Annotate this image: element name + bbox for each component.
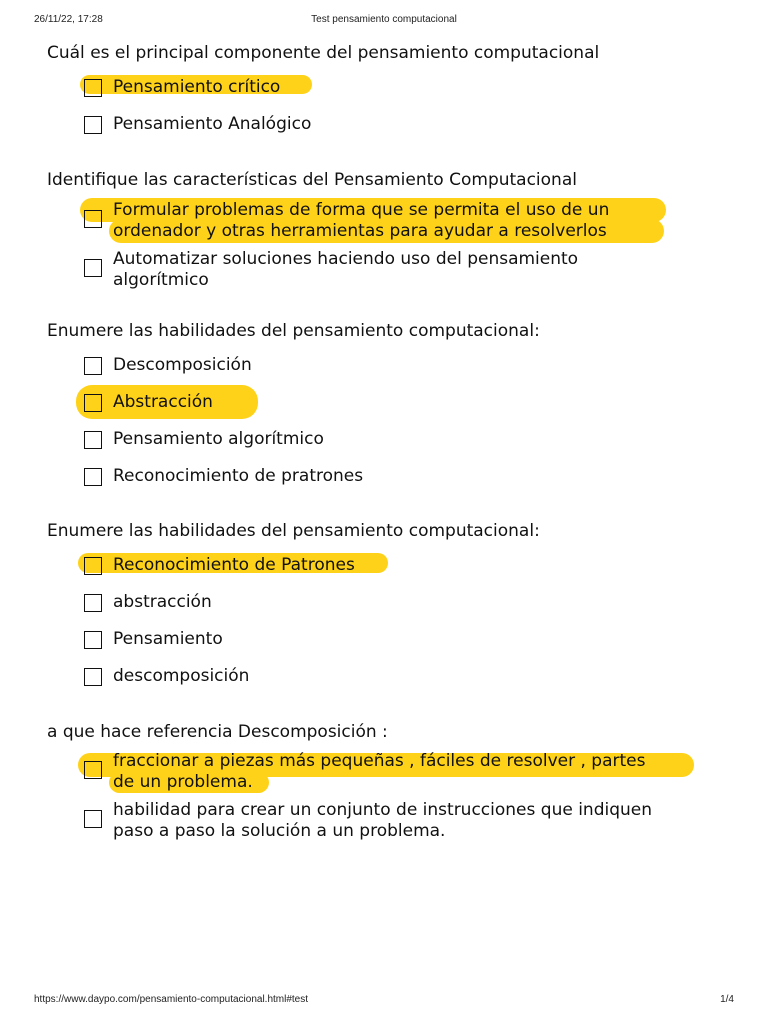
option-text: ordenador y otras herramientas para ayudar a resolverlos (113, 221, 607, 241)
question-3: Enumere las habilidades del pensamiento computacional: (47, 321, 540, 341)
option-text: Formular problemas de forma que se permita el uso de un (113, 200, 610, 220)
option-text: habilidad para crear un conjunto de instrucciones que indiquen (113, 800, 653, 820)
option-text: Reconocimiento de pratrones (113, 466, 364, 486)
checkbox[interactable] (84, 431, 102, 449)
checkbox[interactable] (84, 594, 102, 612)
q3-option-2[interactable] (84, 392, 724, 416)
option-text: fraccionar a piezas más pequeñas , fáciles de resolver , partes (113, 751, 646, 771)
checkbox[interactable] (84, 357, 102, 375)
page-url: https://www.daypo.com/pensamiento-computacional.html#test (34, 994, 309, 1005)
checkbox[interactable] (84, 116, 102, 134)
q2-option-2[interactable] (84, 249, 724, 293)
q4-option-3[interactable] (84, 629, 724, 653)
print-title: Test pensamiento computacional (311, 14, 457, 25)
q4-option-2[interactable] (84, 592, 724, 616)
q5-option-2[interactable] (84, 800, 724, 844)
print-header (0, 14, 768, 34)
option-text: Descomposición (113, 355, 252, 375)
question-5: a que hace referencia Descomposición : (47, 722, 388, 742)
q3-option-1[interactable] (84, 355, 724, 379)
option-text: Pensamiento algorítmico (113, 429, 324, 449)
option-text: de un problema. (113, 772, 253, 792)
q5-option-1[interactable] (84, 751, 724, 795)
option-text: paso a paso la solución a un problema. (113, 821, 446, 841)
checkbox[interactable] (84, 79, 102, 97)
option-text: Reconocimiento de Patrones (113, 555, 355, 575)
option-text: Automatizar soluciones haciendo uso del pensamiento (113, 249, 579, 269)
checkbox[interactable] (84, 468, 102, 486)
page-number: 1/4 (720, 994, 734, 1005)
option-text: Abstracción (113, 392, 213, 412)
option-text: descomposición (113, 666, 250, 686)
checkbox[interactable] (84, 668, 102, 686)
q1-option-1[interactable] (84, 77, 724, 101)
question-1: Cuál es el principal componente del pensamiento computacional (47, 43, 600, 63)
checkbox[interactable] (84, 557, 102, 575)
q4-option-1[interactable] (84, 555, 724, 579)
option-text: Pensamiento Analógico (113, 114, 312, 134)
q3-option-3[interactable] (84, 429, 724, 453)
checkbox[interactable] (84, 631, 102, 649)
option-text: algorítmico (113, 270, 209, 290)
checkbox[interactable] (84, 394, 102, 412)
question-2: Identifique las características del Pensamiento Computacional (47, 170, 577, 190)
print-footer (0, 994, 768, 1014)
q2-option-1[interactable] (84, 200, 724, 244)
checkbox[interactable] (84, 761, 102, 779)
print-datetime: 26/11/22, 17:28 (34, 14, 103, 25)
checkbox[interactable] (84, 210, 102, 228)
q4-option-4[interactable] (84, 666, 724, 690)
option-text: abstracción (113, 592, 212, 612)
q1-option-2[interactable] (84, 114, 724, 138)
option-text: Pensamiento (113, 629, 223, 649)
checkbox[interactable] (84, 810, 102, 828)
q3-option-4[interactable] (84, 466, 724, 490)
option-text: Pensamiento crítico (113, 77, 281, 97)
question-4: Enumere las habilidades del pensamiento computacional: (47, 521, 540, 541)
checkbox[interactable] (84, 259, 102, 277)
